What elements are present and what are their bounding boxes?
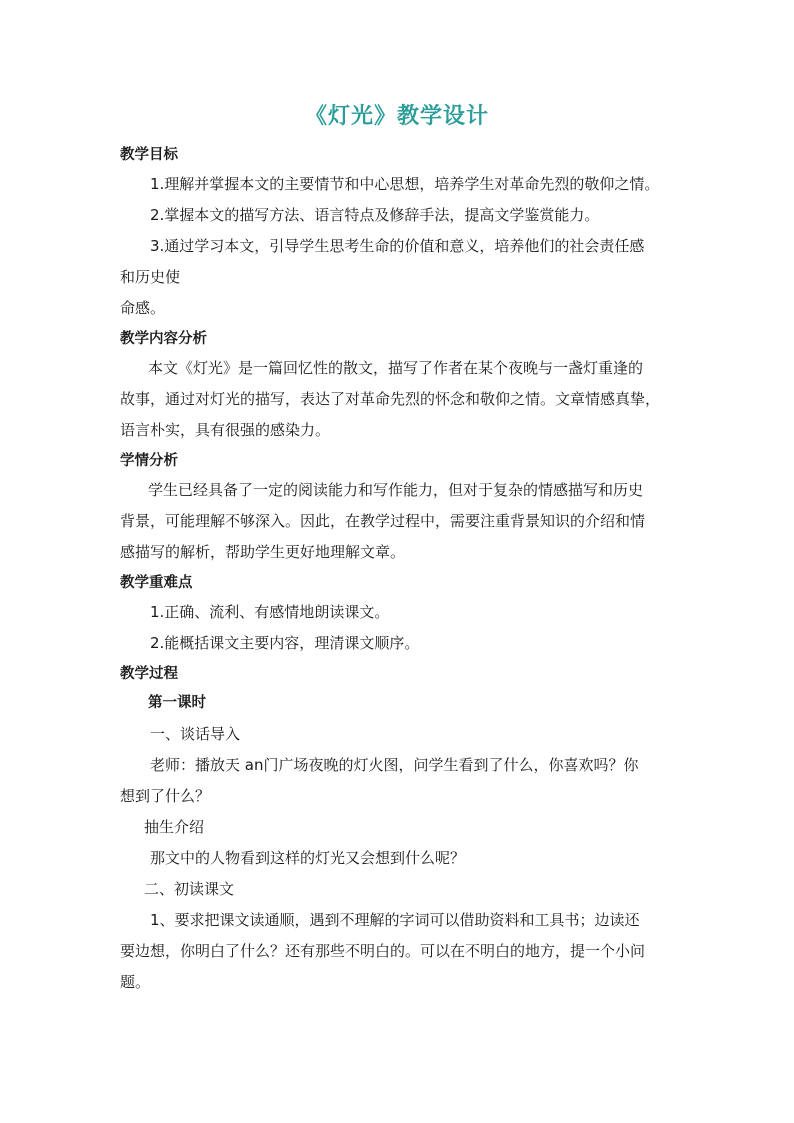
heading-content-analysis: 教学内容分析 (120, 331, 207, 347)
heading-process: 教学过程 (120, 666, 178, 682)
read-line-3: 题。 (120, 973, 151, 991)
student-analysis-line-2: 背景，可能理解不够深入。因此，在教学过程中，需要注重背景知识的介绍和情 (120, 512, 646, 530)
goal-item-3-end: 命感。 (120, 299, 166, 317)
document-body (120, 140, 680, 998)
student-analysis-line-3: 感描写的解析，帮助学生更好地理解文章。 (120, 543, 406, 561)
teacher-line-2: 想到了什么？ (120, 787, 211, 805)
read-line-1: 1、要求把课文读通顺，遇到不理解的字词可以借助资料和工具书；边读还 (150, 911, 640, 929)
step-2-title: 二、初读课文 (144, 880, 235, 898)
goal-item-3: 3.通过学习本文，引导学生思考生命的价值和意义，培养他们的社会责任感 (150, 237, 645, 255)
step-1-title: 一、谈话导入 (150, 725, 241, 743)
content-analysis-line-3: 语言朴实，具有很强的感染力。 (120, 421, 331, 439)
read-line-2: 要边想，你明白了什么？还有那些不明白的。可以在不明白的地方，提一个小问 (120, 942, 646, 960)
document-title: 《灯光》教学设计 (304, 104, 489, 129)
key-point-2: 2.能概括课文主要内容，理清课文顺序。 (150, 634, 420, 652)
content-analysis-line-2: 故事，通过对灯光的描写，表达了对革命先烈的怀念和敬仰之情。文章情感真挚， (120, 390, 661, 408)
goal-item-3-cont: 和历史使 (120, 268, 181, 286)
intro-line: 抽生介绍 (144, 818, 205, 836)
heading-key-points: 教学重难点 (120, 575, 193, 591)
key-point-1: 1.正确、流利、有感情地朗读课文。 (150, 603, 390, 621)
student-analysis-line-1: 学生已经具备了一定的阅读能力和写作能力，但对于复杂的情感描写和历史 (148, 481, 644, 499)
lesson-label: 第一课时 (148, 695, 206, 711)
content-analysis-line-1: 本文《灯光》是一篇回忆性的散文，描写了作者在某个夜晚与一盏灯重逢的 (148, 359, 644, 377)
heading-student-analysis: 学情分析 (120, 453, 178, 469)
question-line: 那文中的人物看到这样的灯光又会想到什么呢？ (150, 849, 466, 867)
teacher-line-1: 老师：播放天 an门广场夜晚的灯火图，问学生看到了什么，你喜欢吗？你 (150, 756, 639, 774)
goal-item-1: 1.理解并掌握本文的主要情节和中心思想，培养学生对革命先烈的敬仰之情。 (150, 175, 660, 193)
heading-goals: 教学目标 (120, 147, 178, 163)
goal-item-2: 2.掌握本文的描写方法、语言特点及修辞手法，提高文学鉴赏能力。 (150, 206, 600, 224)
